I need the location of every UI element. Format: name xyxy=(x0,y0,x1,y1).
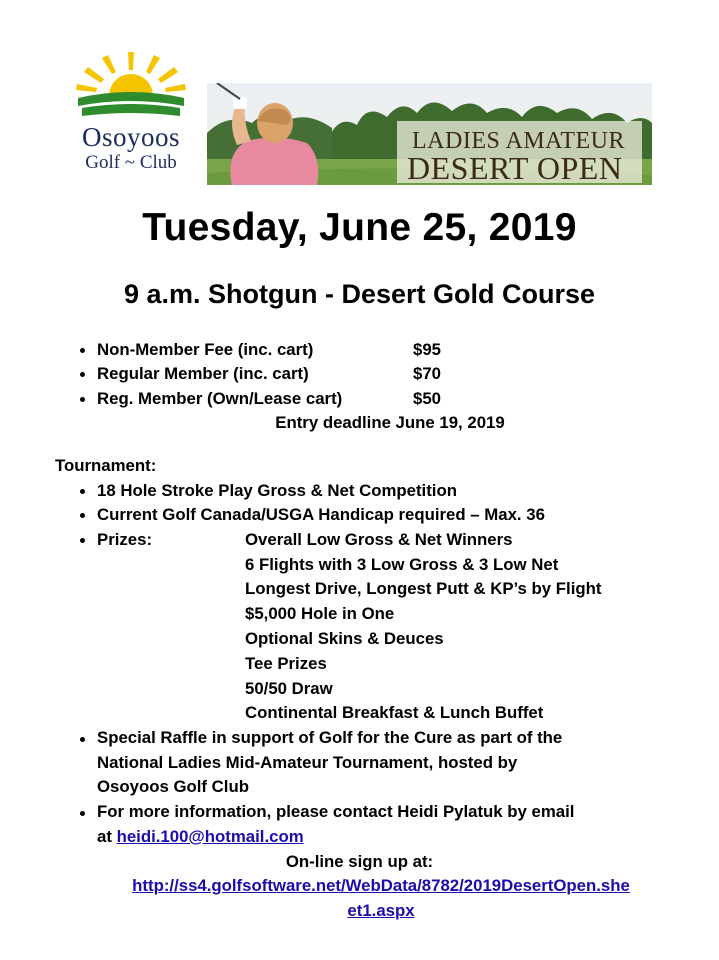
contact-info-line: For more information, please contact Heidi Pylatuk by email xyxy=(97,802,575,821)
bullet-icon xyxy=(80,737,85,742)
signup-url-link-continued[interactable]: et1.aspx xyxy=(347,901,415,920)
fee-label: Regular Member (inc. cart) xyxy=(97,364,309,383)
signup-url-line2 xyxy=(0,901,719,921)
banner-title-line2: DESERT OPEN xyxy=(407,150,623,185)
fee-price: $50 xyxy=(413,389,441,408)
tournament-item-format: 18 Hole Stroke Play Gross & Net Competition xyxy=(97,481,457,500)
prizes-label: Prizes: xyxy=(97,530,153,549)
sun-icon xyxy=(72,50,190,122)
fee-label: Non-Member Fee (inc. cart) xyxy=(97,340,314,359)
prize-item: Overall Low Gross & Net Winners xyxy=(245,530,513,549)
raffle-line: Osoyoos Golf Club xyxy=(97,777,249,796)
event-format-heading: 9 a.m. Shotgun - Desert Gold Course xyxy=(123,279,596,309)
event-banner xyxy=(207,83,652,185)
prize-item: Optional Skins & Deuces xyxy=(245,629,444,648)
entry-deadline: Entry deadline June 19, 2019 xyxy=(275,413,505,432)
fee-price: $70 xyxy=(413,364,441,383)
prize-item: 50/50 Draw xyxy=(245,679,333,698)
bullet-icon xyxy=(80,489,85,494)
fee-price: $95 xyxy=(413,340,441,359)
raffle-line: Special Raffle in support of Golf for the Cure as part of the xyxy=(97,728,563,747)
prize-item: Tee Prizes xyxy=(245,654,327,673)
prize-item: 6 Flights with 3 Low Gross & 3 Low Net xyxy=(245,555,559,574)
prize-item: Longest Drive, Longest Putt & KP’s by Flight xyxy=(245,579,602,598)
event-date-heading: Tuesday, June 25, 2019 xyxy=(142,206,577,249)
tournament-item-handicap: Current Golf Canada/USGA Handicap required – Max. 36 xyxy=(97,505,545,524)
fee-label: Reg. Member (Own/Lease cart) xyxy=(97,389,343,408)
tournament-heading: Tournament: xyxy=(55,456,157,475)
logo-name-line2: Golf ~ Club xyxy=(85,152,177,173)
signup-label: On-line sign up at: xyxy=(285,852,434,871)
bullet-icon xyxy=(80,811,85,816)
bullet-icon xyxy=(80,372,85,377)
contact-info-line2 xyxy=(97,827,304,847)
raffle-line: National Ladies Mid-Amateur Tournament, hosted by xyxy=(97,753,518,772)
bullet-icon xyxy=(80,513,85,518)
bullet-icon xyxy=(80,397,85,402)
banner-title-line1: LADIES AMATEUR xyxy=(412,128,626,154)
logo-name-line1: Osoyoos xyxy=(81,122,180,152)
osoyoos-golf-club-logo xyxy=(72,50,190,180)
bullet-icon xyxy=(80,348,85,353)
bullet-icon xyxy=(80,538,85,543)
prize-item: $5,000 Hole in One xyxy=(245,604,395,623)
contact-prefix: at xyxy=(97,827,117,846)
prize-item: Continental Breakfast & Lunch Buffet xyxy=(245,703,544,722)
signup-url-link[interactable]: http://ss4.golfsoftware.net/WebData/8782/2019DesertOpen.she xyxy=(132,876,630,895)
signup-url-line1 xyxy=(0,876,719,896)
contact-email-link[interactable]: heidi.100@hotmail.com xyxy=(116,827,304,846)
